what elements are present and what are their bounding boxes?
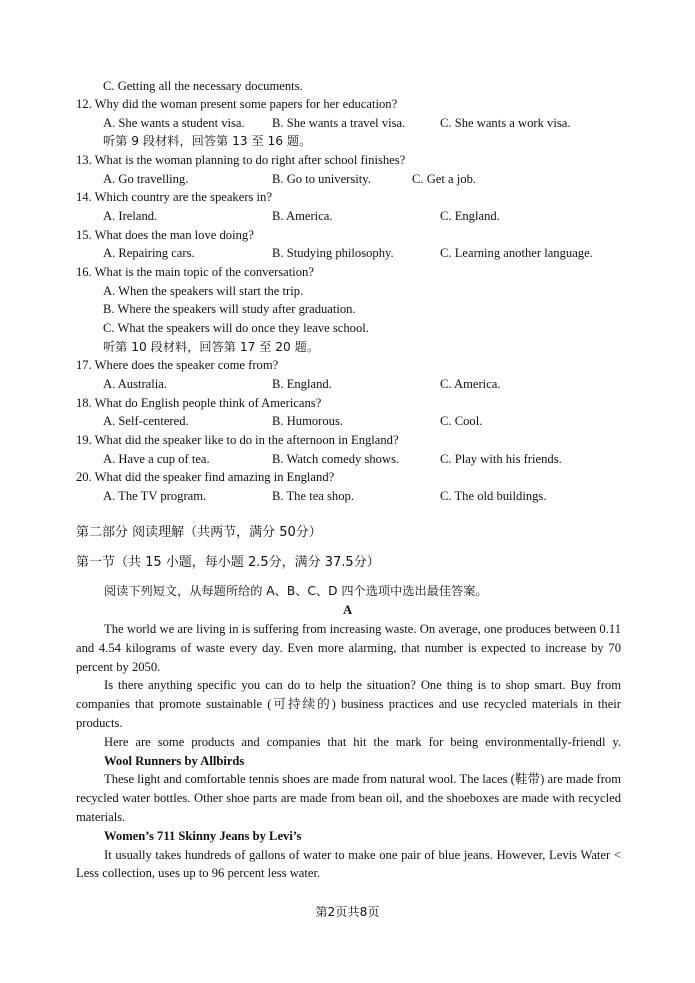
q15-question: 15. What does the man love doing? — [76, 228, 254, 242]
q14-option-a: A. Ireland. — [103, 209, 158, 223]
q17-option-b: B. England. — [272, 377, 332, 391]
section-one-title: 第一节（共 15 小题，每小题 2.5分，满分 37.5分） — [76, 555, 380, 570]
passage-label: A — [342, 603, 353, 617]
q14-option-c: C. England. — [440, 209, 500, 223]
q15-option-c: C. Learning another language. — [440, 246, 593, 260]
q17-option-a: A. Australia. — [103, 377, 168, 391]
paragraph-1: The world we are living in is suffering from increasing waste. On average, one produces between 0.11 and 4.54 kilograms of waste every day. Even more alarming, that number is expected to increase by 70 percent by 2050. — [76, 622, 621, 674]
q14-option-b: B. America. — [272, 209, 333, 223]
q19-option-a: A. Have a cup of tea. — [103, 452, 210, 466]
q16-question: 16. What is the main topic of the conversation? — [76, 265, 314, 279]
q19-question: 19. What did the speaker like to do in the afternoon in England? — [76, 433, 399, 447]
q18-option-b: B. Humorous. — [272, 414, 344, 428]
section10-instruction: 听第 10 段材料，回答第 17 至 20 题。 — [103, 340, 320, 354]
q12-question: 12. Why did the woman present some papers for her education? — [76, 97, 398, 111]
q18-question: 18. What do English people think of Americans? — [76, 396, 322, 410]
paragraph-5: It usually takes hundreds of gallons of water to make one pair of blue jeans. However, Levis Water < Less collection, uses up to 96 percent less water. — [76, 847, 621, 881]
q12-option-b: B. She wants a travel visa. — [272, 116, 406, 130]
heading-skinny-jeans: Women’s 711 Skinny Jeans by Levi’s — [104, 828, 302, 843]
q18-option-c: C. Cool. — [440, 414, 483, 428]
paragraph-3: Here are some products and companies that hit the mark for being environmentally-friendl y. — [104, 734, 621, 749]
q20-option-c: C. The old buildings. — [440, 489, 547, 503]
q12-option-c: C. She wants a work visa. — [440, 116, 571, 130]
paragraph-2: Is there anything specific you can do to help the situation? One thing is to shop smart. Buy from companies that promote sustainable (可持续的) business practices and use recycled materials in their products. — [76, 678, 621, 730]
q20-option-b: B. The tea shop. — [272, 489, 354, 503]
section9-instruction: 听第 9 段材料，回答第 13 至 16 题。 — [103, 134, 312, 148]
part-two-title: 第二部分 阅读理解（共两节，满分 50分） — [76, 525, 322, 540]
q20-option-a: A. The TV program. — [103, 489, 207, 503]
q17-option-c: C. America. — [440, 377, 501, 391]
page-number: 第2页共8页 — [315, 905, 380, 919]
q11-option-c: C. Getting all the necessary documents. — [103, 79, 303, 93]
q15-option-b: B. Studying philosophy. — [272, 246, 394, 260]
q16-option-c: C. What the speakers will do once they leave school. — [103, 321, 369, 335]
q20-question: 20. What did the speaker find amazing in England? — [76, 470, 335, 484]
q13-option-c: C. Get a job. — [412, 172, 477, 186]
q15-option-a: A. Repairing cars. — [103, 246, 195, 260]
paragraph-4: These light and comfortable tennis shoes are made from natural wool. The laces (鞋带) are made from recycled water bottles. Other shoe parts are made from bean oil, and the shoeboxes are made with recycled materials. — [76, 772, 621, 824]
q13-option-b: B. Go to university. — [272, 172, 371, 186]
passage-a-body — [76, 620, 621, 883]
q19-option-c: C. Play with his friends. — [440, 452, 562, 466]
q16-option-a: A. When the speakers will start the trip. — [103, 284, 304, 298]
q12-option-a: A. She wants a student visa. — [103, 116, 245, 130]
q13-question: 13. What is the woman planning to do right after school finishes? — [76, 153, 406, 167]
reading-instruction: 阅读下列短文，从每题所给的 A、B、C、D 四个选项中选出最佳答案。 — [104, 584, 488, 598]
q16-option-b: B. Where the speakers will study after graduation. — [103, 302, 356, 316]
heading-wool-runners: Wool Runners by Allbirds — [104, 753, 245, 768]
q17-question: 17. Where does the speaker come from? — [76, 358, 279, 372]
q19-option-b: B. Watch comedy shows. — [272, 452, 400, 466]
q18-option-a: A. Self-centered. — [103, 414, 189, 428]
q14-question: 14. Which country are the speakers in? — [76, 190, 272, 204]
q13-option-a: A. Go travelling. — [103, 172, 189, 186]
